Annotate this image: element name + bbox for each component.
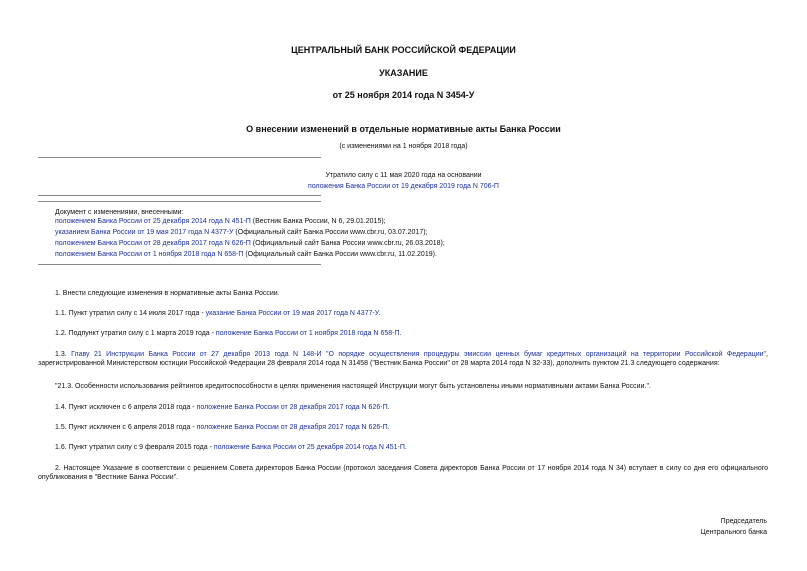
paragraph-end: .	[399, 330, 402, 337]
amendment-note: (Официальный сайт Банка России www.cbr.ru, 03.07.2017);	[233, 229, 428, 236]
amendments-intro: Документ с изменениями, внесенными:	[55, 209, 184, 216]
paragraph-1-2	[55, 329, 401, 338]
paragraph-1-4	[55, 403, 390, 412]
signature-org: Центрального банка	[700, 529, 767, 536]
signature-title: Председатель	[720, 518, 767, 525]
quoted-clause: "21.3. Особенности использования рейтингов кредитоспособности в целях применения настоящей Инструкции могут быть установлены иными нормативными актами Банка России.".	[55, 383, 651, 390]
divider	[38, 201, 321, 202]
document-date-number: от 25 ноября 2014 года N 3454-У	[332, 90, 475, 100]
divider	[38, 195, 321, 196]
paragraph-link[interactable]: положение Банка России от 1 ноября 2018 года N 658-П	[215, 330, 400, 337]
amendment-note: (Официальный сайт Банка России www.cbr.ru, 26.03.2018);	[250, 240, 445, 247]
amendment-note: (Вестник Банка России, N 6, 29.01.2015);	[250, 218, 386, 225]
paragraph-end: .	[387, 424, 390, 431]
paragraph-2: 2. Настоящее Указание в соответствии с решением Совета директоров Банка России (протокол заседания Совета директоров Банка России от 17 ноября 2014 года N 34) вступает в силу со дня его официального опубликования в "Вестнике Банка России".	[38, 465, 768, 481]
paragraph-text: 1.6. Пункт утратил силу с 9 февраля 2015 года -	[55, 444, 214, 451]
paragraph-text: 1.5. Пункт исключен с 6 апреля 2018 года -	[55, 424, 197, 431]
amendment-note: (Официальный сайт Банка России www.cbr.ru, 11.02.2019).	[243, 251, 437, 258]
divider	[38, 157, 321, 158]
document-type: УКАЗАНИЕ	[379, 68, 428, 78]
paragraph-1-3	[38, 350, 768, 368]
validity-note: Утратило силу с 11 мая 2020 года на основании	[325, 172, 482, 179]
paragraph-text: 1.2. Подпункт утратил силу с 1 марта 2019 года -	[55, 330, 216, 337]
paragraph-text: 1.4. Пункт исключен с 6 апреля 2018 года -	[55, 404, 197, 411]
validity-link[interactable]: положения Банка России от 19 декабря 2019 года N 706-П	[308, 183, 499, 190]
amendment-item	[55, 217, 386, 226]
paragraph-link[interactable]: указание Банка России от 19 мая 2017 года N 4377-У	[205, 310, 379, 317]
paragraph-link[interactable]: положение Банка России от 28 декабря 2017 года N 626-П	[196, 404, 388, 411]
paragraph-end: .	[387, 404, 390, 411]
paragraph-end: .	[404, 444, 407, 451]
paragraph-link[interactable]: положение Банка России от 25 декабря 2014 года N 451-П	[213, 444, 405, 451]
amendment-item	[55, 250, 437, 259]
paragraph-end: .	[378, 310, 381, 317]
paragraph-1: 1. Внести следующие изменения в нормативные акты Банка России.	[55, 290, 280, 297]
paragraph-link[interactable]: положение Банка России от 28 декабря 2017 года N 626-П	[196, 424, 388, 431]
divider	[38, 264, 321, 265]
amendment-item	[55, 228, 427, 237]
paragraph-text: 1.1. Пункт утратил силу с 14 июля 2017 года -	[55, 310, 206, 317]
amendment-link[interactable]: положением Банка России от 28 декабря 2017 года N 626-П	[55, 240, 251, 247]
amendment-link[interactable]: положением Банка России от 1 ноября 2018 года N 658-П	[55, 251, 244, 258]
bank-name: ЦЕНТРАЛЬНЫЙ БАНК РОССИЙСКОЙ ФЕДЕРАЦИИ	[291, 45, 516, 55]
paragraph-text: , зарегистрированной Министерством юстиции Российской Федерации 28 февраля 2014 года N 31458 ("Вестник Банка России" от 28 марта 2014 года N 32-33), дополнить пунктом 21.3 следующего содержания:	[38, 351, 768, 367]
amendment-link[interactable]: положением Банка России от 25 декабря 2014 года N 451-П	[55, 218, 251, 225]
paragraph-1-6	[55, 443, 407, 452]
revision-note: (с изменениями на 1 ноября 2018 года)	[339, 143, 468, 150]
paragraph-1-5	[55, 423, 390, 432]
validity-link-wrap	[0, 182, 807, 191]
paragraph-prefix: 1.3.	[55, 351, 72, 358]
amendment-link[interactable]: указанием Банка России от 19 мая 2017 года N 4377-У	[55, 229, 234, 236]
document-title: О внесении изменений в отдельные нормативные акты Банка России	[246, 124, 561, 134]
paragraph-1-1	[55, 309, 380, 318]
paragraph-link[interactable]: Главу 21 Инструкции Банка России от 27 декабря 2013 года N 148-И "О порядке осуществления процедуры эмиссии ценных бумаг кредитных организаций на территории Российской Федерации"	[71, 351, 767, 358]
amendment-item	[55, 239, 445, 248]
